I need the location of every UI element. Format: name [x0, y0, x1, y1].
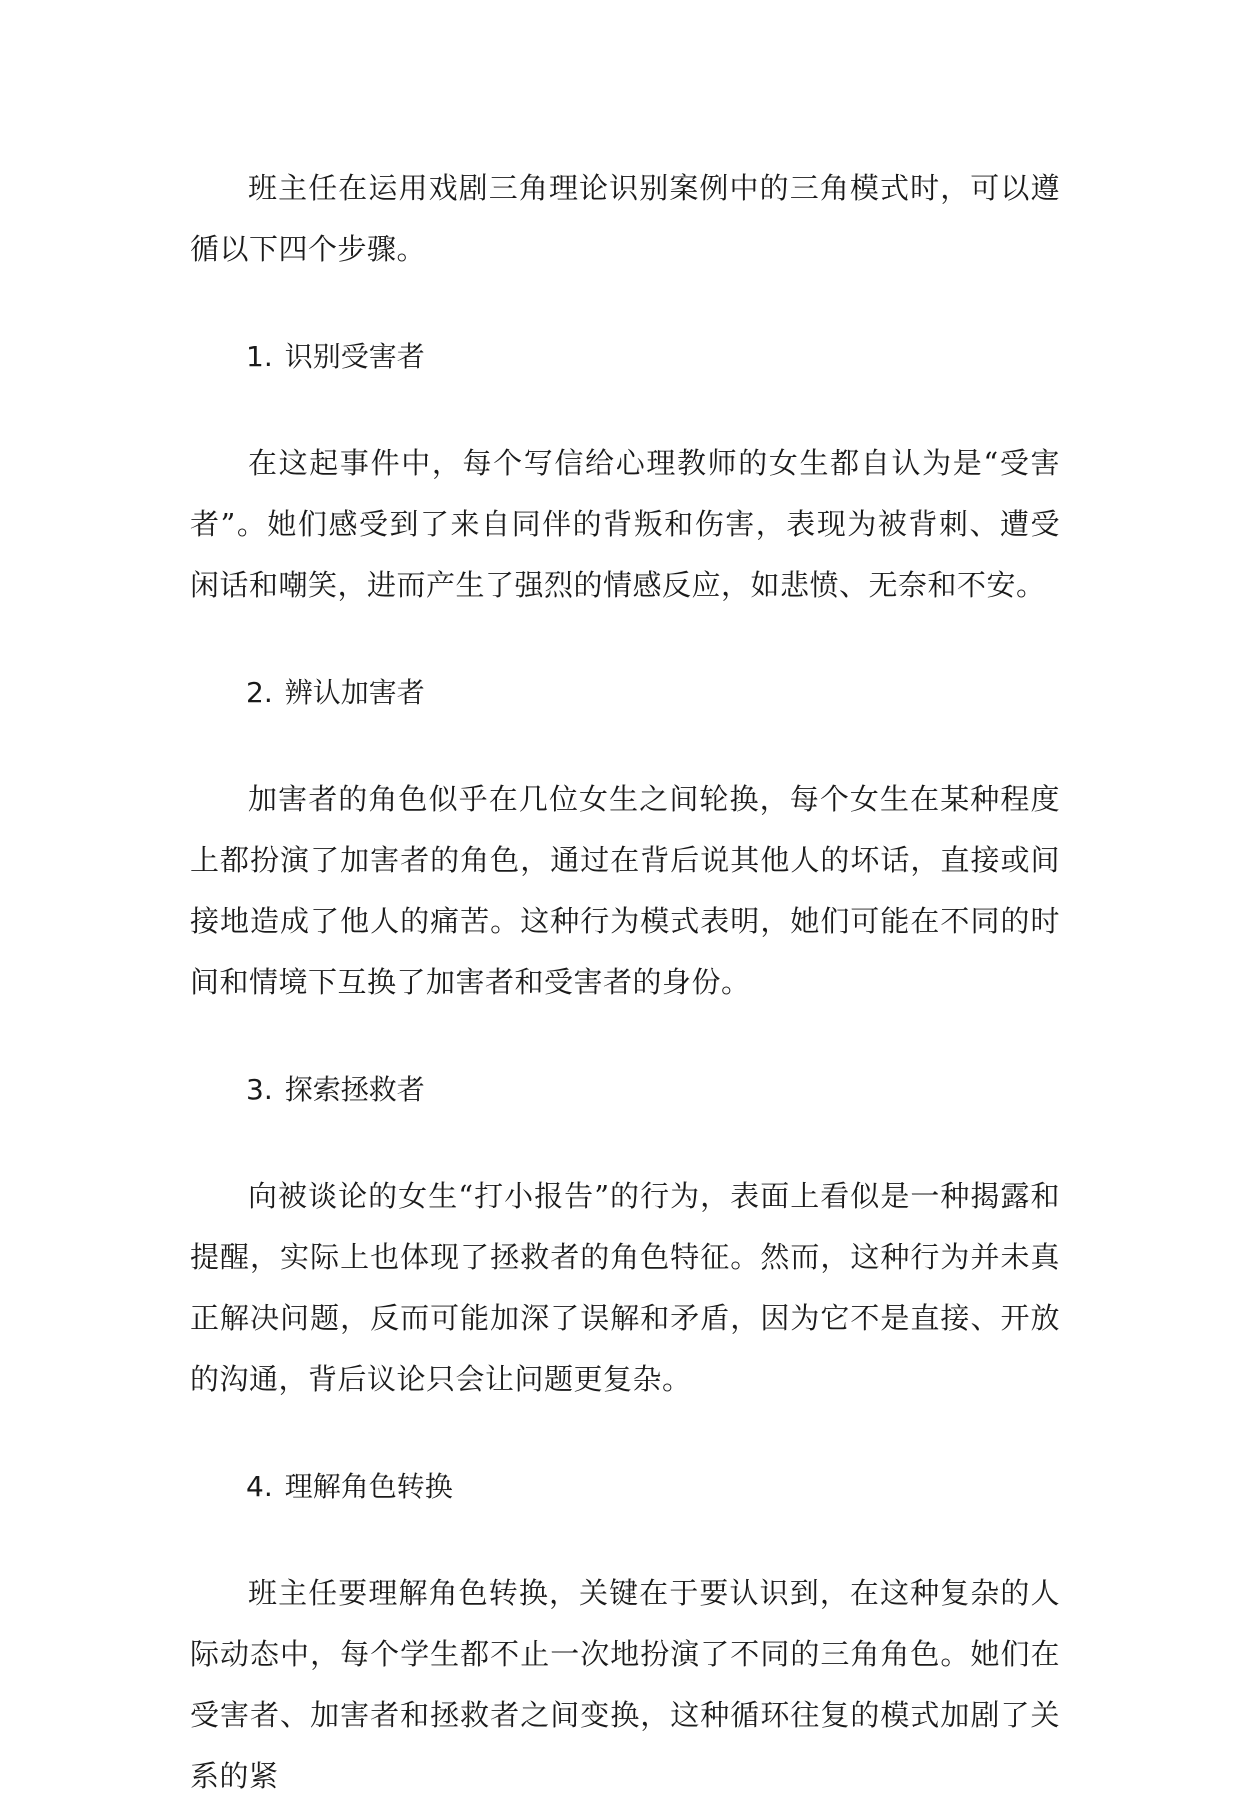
section-paragraph-2: 加害者的角色似乎在几位女生之间轮换，每个女生在某种程度上都扮演了加害者的角色，通过在背后说其他人的坏话，直接或间接地造成了他人的痛苦。这种行为模式表明，她们可能在不同的时间和情境下互换了加害者和受害者的身份。: [190, 782, 1060, 999]
section-title: 辨认加害者: [284, 676, 425, 709]
paragraph-gap: [190, 616, 1060, 662]
paragraph-gap: [190, 1120, 1060, 1166]
section-title: 探索拯救者: [284, 1073, 425, 1106]
section-title: 理解角色转换: [284, 1470, 453, 1503]
section-heading-1: [190, 326, 1060, 387]
document-body: [190, 158, 1060, 1807]
paragraph-gap: [190, 1517, 1060, 1563]
section-number: 1.: [246, 340, 273, 373]
paragraph-gap: [190, 1410, 1060, 1456]
paragraph-gap: [190, 723, 1060, 769]
section-paragraph-4: 班主任要理解角色转换，关键在于要认识到，在这种复杂的人际动态中，每个学生都不止一次地扮演了不同的三角角色。她们在受害者、加害者和拯救者之间变换，这种循环往复的模式加剧了关系的紧: [190, 1576, 1060, 1793]
intro-paragraph: 班主任在运用戏剧三角理论识别案例中的三角模式时，可以遵循以下四个步骤。: [190, 171, 1060, 266]
section-heading-4: [190, 1456, 1060, 1517]
section-paragraph-1: 在这起事件中，每个写信给心理教师的女生都自认为是“受害者”。她们感受到了来自同伴的背叛和伤害，表现为被背刺、遭受闲话和嘲笑，进而产生了强烈的情感反应，如悲愤、无奈和不安。: [190, 446, 1060, 602]
section-heading-2: [190, 662, 1060, 723]
section-number: 4.: [246, 1470, 273, 1503]
paragraph-gap: [190, 280, 1060, 326]
section-heading-3: [190, 1059, 1060, 1120]
section-paragraph-3: 向被谈论的女生“打小报告”的行为，表面上看似是一种揭露和提醒，实际上也体现了拯救者的角色特征。然而，这种行为并未真正解决问题，反而可能加深了误解和矛盾，因为它不是直接、开放的沟通，背后议论只会让问题更复杂。: [190, 1179, 1060, 1396]
section-title: 识别受害者: [284, 340, 425, 373]
section-number: 2.: [246, 676, 273, 709]
paragraph-gap: [190, 1013, 1060, 1059]
section-number: 3.: [246, 1073, 273, 1106]
paragraph-gap: [190, 387, 1060, 433]
